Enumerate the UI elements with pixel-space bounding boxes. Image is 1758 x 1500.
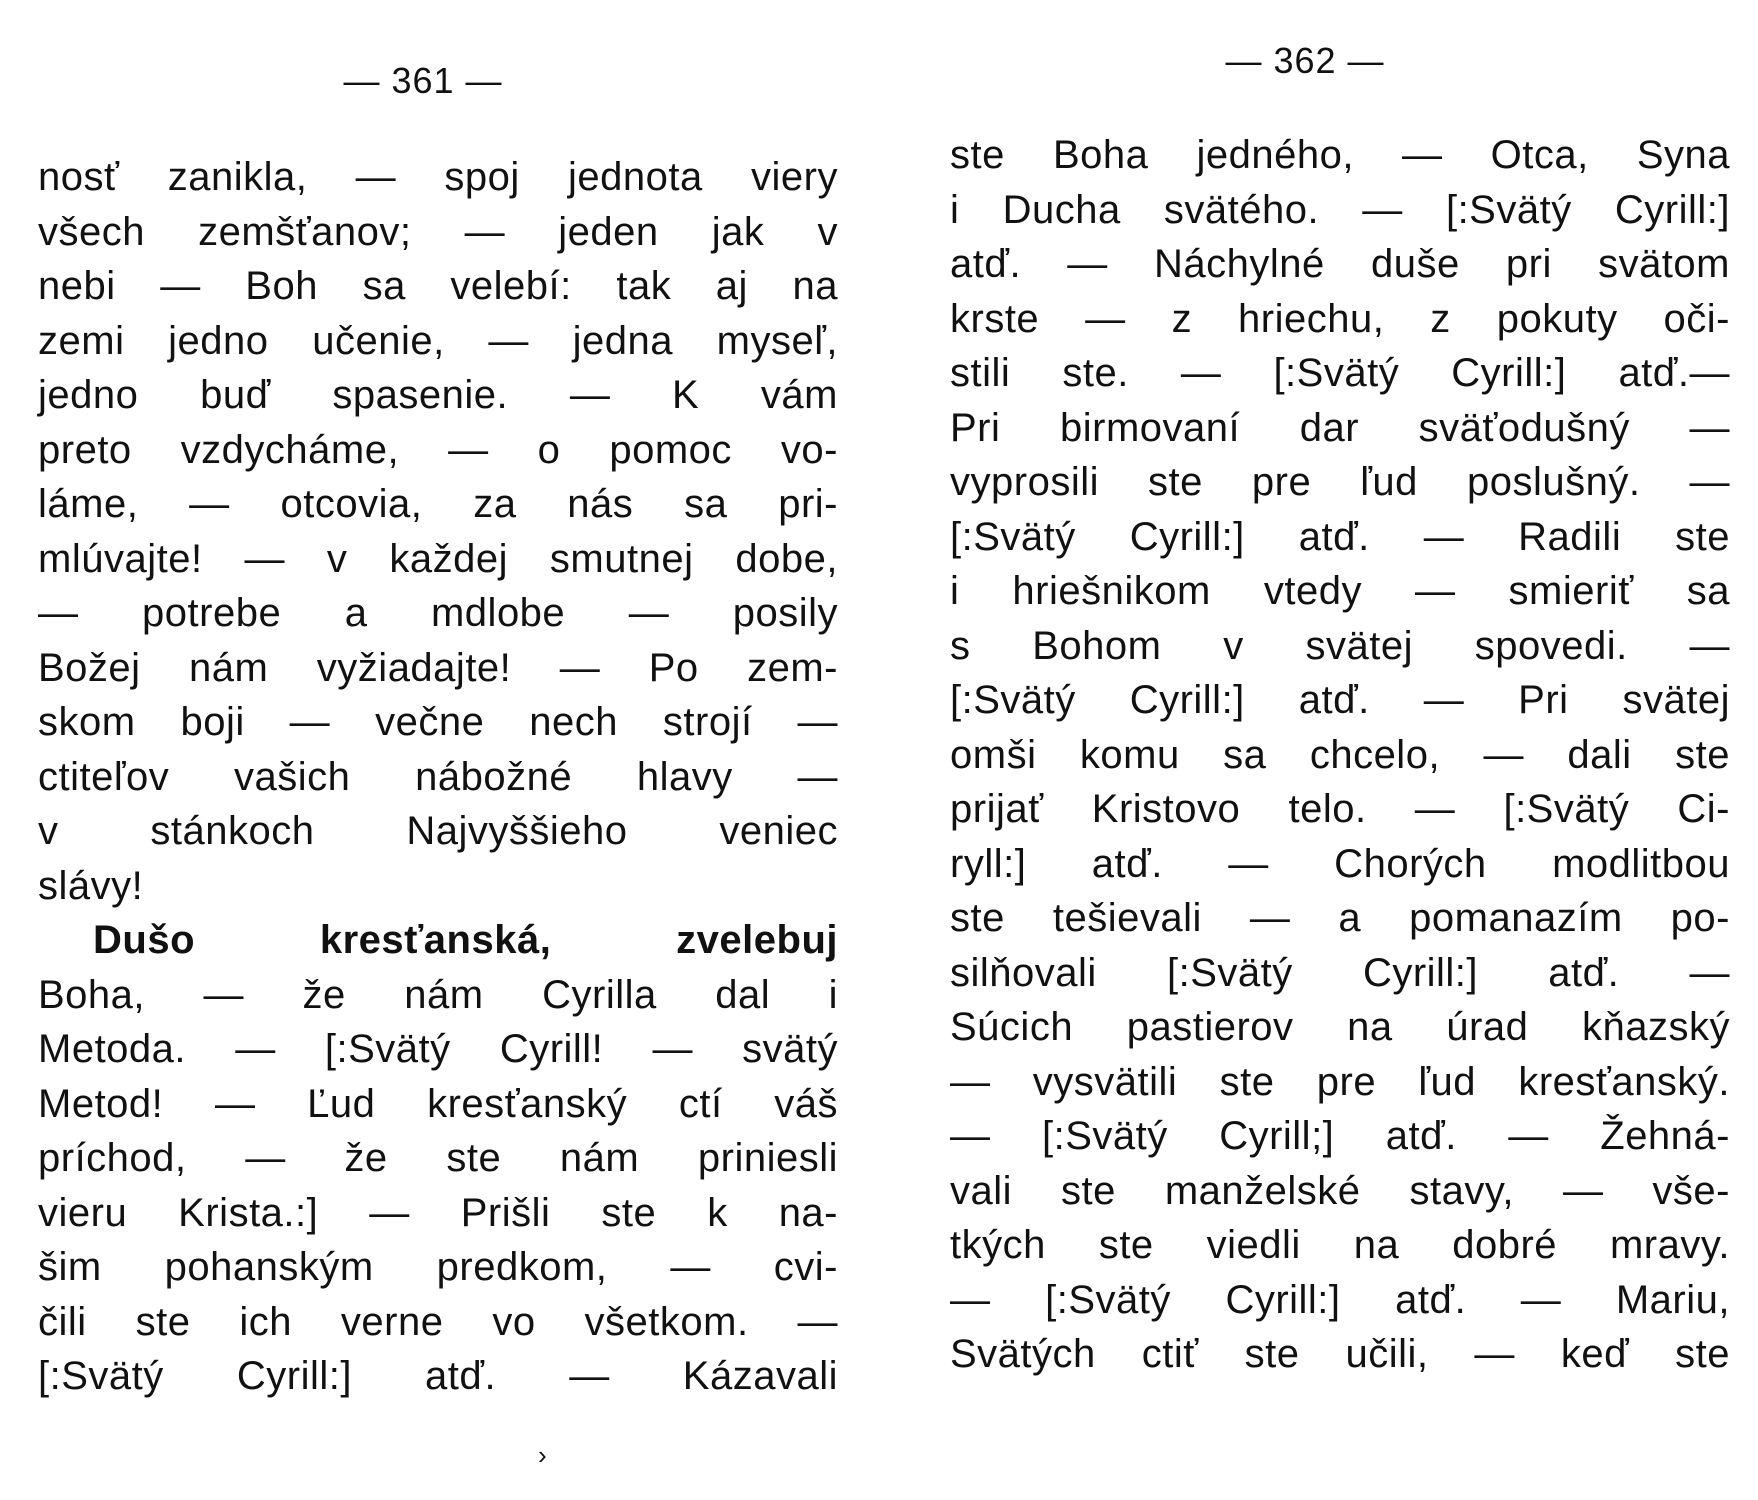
left-page-number: — 361 —: [343, 60, 503, 101]
text-line: Súcich pastierov na úrad kňazský: [950, 1005, 1730, 1049]
text-line: ryll:] atď. — Chorých modlitbou: [950, 841, 1730, 886]
text-line: vieru Krista.:] — Prišli ste k na-: [38, 1190, 838, 1235]
text-line: vyprosili ste pre ľud poslušný. —: [950, 460, 1730, 504]
text-line: Metod! — Ľud kresťanský ctí váš: [38, 1081, 838, 1126]
text-line: Pri birmovaní dar sväťodušný —: [950, 405, 1730, 450]
text-line: vali ste manželské stavy, — vše-: [950, 1168, 1730, 1213]
text-line: čili ste ich verne vo všetkom. —: [38, 1299, 838, 1344]
text-line: i Ducha svätého. — [:Svätý Cyrill:]: [950, 187, 1730, 232]
text-line: — [:Svätý Cyrill;] atď. — Žehná-: [950, 1114, 1730, 1158]
text-line: ctiteľov vašich nábožné hlavy —: [38, 754, 838, 799]
text-line: šim pohanským predkom, — cvi-: [38, 1245, 838, 1289]
left-page-text: [38, 150, 838, 1404]
text-line: i hriešnikom vtedy — smieriť sa: [950, 569, 1730, 613]
text-line: stili ste. — [:Svätý Cyrill:] atď.—: [950, 351, 1730, 395]
text-line: mlúvajte! — v každej smutnej dobe,: [38, 536, 838, 581]
text-line: — potrebe a mdlobe — posily: [38, 591, 838, 635]
text-line: atď. — Náchylné duše pri svätom: [950, 242, 1730, 286]
right-page: [950, 0, 1730, 1500]
right-page-number: — 362 —: [1225, 40, 1385, 81]
text-line: [:Svätý Cyrill:] atď. — Pri svätej: [950, 678, 1730, 722]
right-page-text: [950, 128, 1730, 1382]
text-line: krste — z hriechu, z pokuty oči-: [950, 296, 1730, 341]
text-line: tkých ste viedli na dobré mravy.: [950, 1223, 1730, 1267]
text-line: Božej nám vyžiadajte! — Po zem-: [38, 645, 838, 690]
footer-mark: ›: [538, 1440, 547, 1470]
text-line: slávy!: [38, 863, 144, 908]
text-line: prijať Kristovo telo. — [:Svätý Ci-: [950, 787, 1730, 831]
text-line: s Bohom v svätej spovedi. —: [950, 623, 1730, 668]
text-line: Metoda. — [:Svätý Cyrill! — svätý: [38, 1027, 838, 1071]
text-line: ste Boha jedného, — Otca, Syna: [950, 133, 1730, 177]
text-line: — vysvätili ste pre ľud kresťanský.: [950, 1059, 1730, 1104]
text-line: nebi — Boh sa velebí: tak aj na: [38, 264, 838, 308]
text-line: jedno buď spasenie. — K vám: [38, 373, 838, 417]
text-line: v stánkoch Najvyššieho veniec: [38, 809, 838, 853]
text-line: skom boji — večne nech strojí —: [38, 700, 838, 744]
text-line: omši komu sa chcelo, — dali ste: [950, 732, 1730, 777]
left-page: [38, 0, 838, 1500]
text-line: — [:Svätý Cyrill:] atď. — Mariu,: [950, 1277, 1730, 1322]
hymn-heading-line: Dušo kresťanská, zvelebuj: [93, 918, 838, 962]
text-line: ste tešievali — a pomanazím po-: [950, 896, 1730, 940]
text-line: Svätých ctiť ste učili, — keď ste: [950, 1332, 1730, 1376]
text-line: preto vzdycháme, — o pomoc vo-: [38, 427, 838, 472]
text-line: láme, — otcovia, za nás sa pri-: [38, 482, 838, 526]
text-line: [:Svätý Cyrill:] atď. — Kázavali: [38, 1354, 838, 1398]
text-line: príchod, — že ste nám priniesli: [38, 1136, 838, 1180]
text-line: silňovali [:Svätý Cyrill:] atď. —: [950, 950, 1730, 995]
text-line: nosť zanikla, — spoj jednota viery: [38, 155, 838, 199]
text-line: [:Svätý Cyrill:] atď. — Radili ste: [950, 514, 1730, 559]
text-line: všech zemšťanov; — jeden jak v: [38, 209, 838, 254]
text-line: zemi jedno učenie, — jedna myseľ,: [38, 318, 838, 363]
text-line: Boha, — že nám Cyrilla dal i: [38, 972, 838, 1017]
